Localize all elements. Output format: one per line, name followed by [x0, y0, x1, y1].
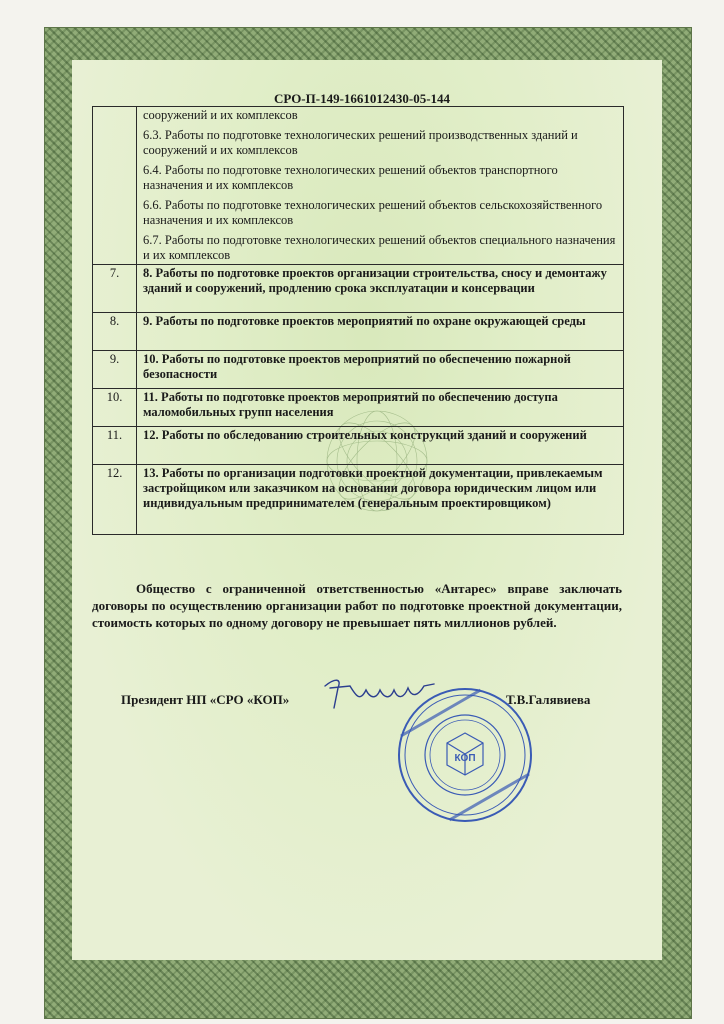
signatory-title: Президент НП «СРО «КОП» — [121, 692, 290, 707]
row-number: 8. — [93, 313, 137, 351]
table-row — [93, 265, 624, 313]
row-text: 11. Работы по подготовке проектов мероприятий по обеспечению доступа маломобильных групп населения — [137, 389, 624, 427]
row-text: 13. Работы по организации подготовки проектной документации, привлекаемым застройщиком или заказчиком на основании договора юридическим лицом или индивидуальным предпринимателем (генеральным проектировщиком) — [137, 465, 624, 535]
row-text: 10. Работы по подготовке проектов мероприятий по обеспечению пожарной безопасности — [137, 351, 624, 389]
sub-item: 6.4. Работы по подготовке технологических решений объектов транспортного назначения и их комплексов — [143, 163, 558, 192]
sub-item: сооружений и их комплексов — [143, 108, 298, 122]
seal-center-text: КОП — [454, 753, 476, 764]
row-text — [137, 107, 624, 265]
row-text: 12. Работы по обследованию строительных конструкций зданий и сооружений — [137, 427, 624, 465]
table-row — [93, 427, 624, 465]
authorization-paragraph: Общество с ограниченной ответственностью «Антарес» вправе заключать договоры по осуществлению организации работ по подготовке проектной документации, стоимость которых по одному договору не превышает пять миллионов рублей. — [92, 581, 622, 630]
sub-item: 6.3. Работы по подготовке технологических решений производственных зданий и сооружений и их комплексов — [143, 128, 578, 157]
table-row — [93, 107, 624, 265]
table-row — [93, 465, 624, 535]
table-row — [93, 351, 624, 389]
row-text: 9. Работы по подготовке проектов мероприятий по охране окружающей среды — [137, 313, 624, 351]
row-number: 12. — [93, 465, 137, 535]
signatory-name: Т.В.Галявиева — [506, 692, 591, 707]
seal-stamp — [395, 685, 535, 825]
works-table — [92, 106, 624, 535]
row-number: 7. — [93, 265, 137, 313]
sub-item: 6.7. Работы по подготовке технологических решений объектов специального назначения и их комплексов — [143, 233, 616, 262]
table-row — [93, 313, 624, 351]
table-row — [93, 389, 624, 427]
row-text: 8. Работы по подготовке проектов организации строительства, сносу и демонтажу зданий и сооружений, продлению срока эксплуатации и консервации — [137, 265, 624, 313]
certificate-number: СРО-П-149-1661012430-05-144 — [273, 91, 451, 106]
row-number — [93, 107, 137, 265]
row-number: 10. — [93, 389, 137, 427]
row-number: 9. — [93, 351, 137, 389]
sub-item: 6.6. Работы по подготовке технологических решений объектов сельскохозяйственного назначения и их комплексов — [143, 198, 603, 227]
row-number: 11. — [93, 427, 137, 465]
